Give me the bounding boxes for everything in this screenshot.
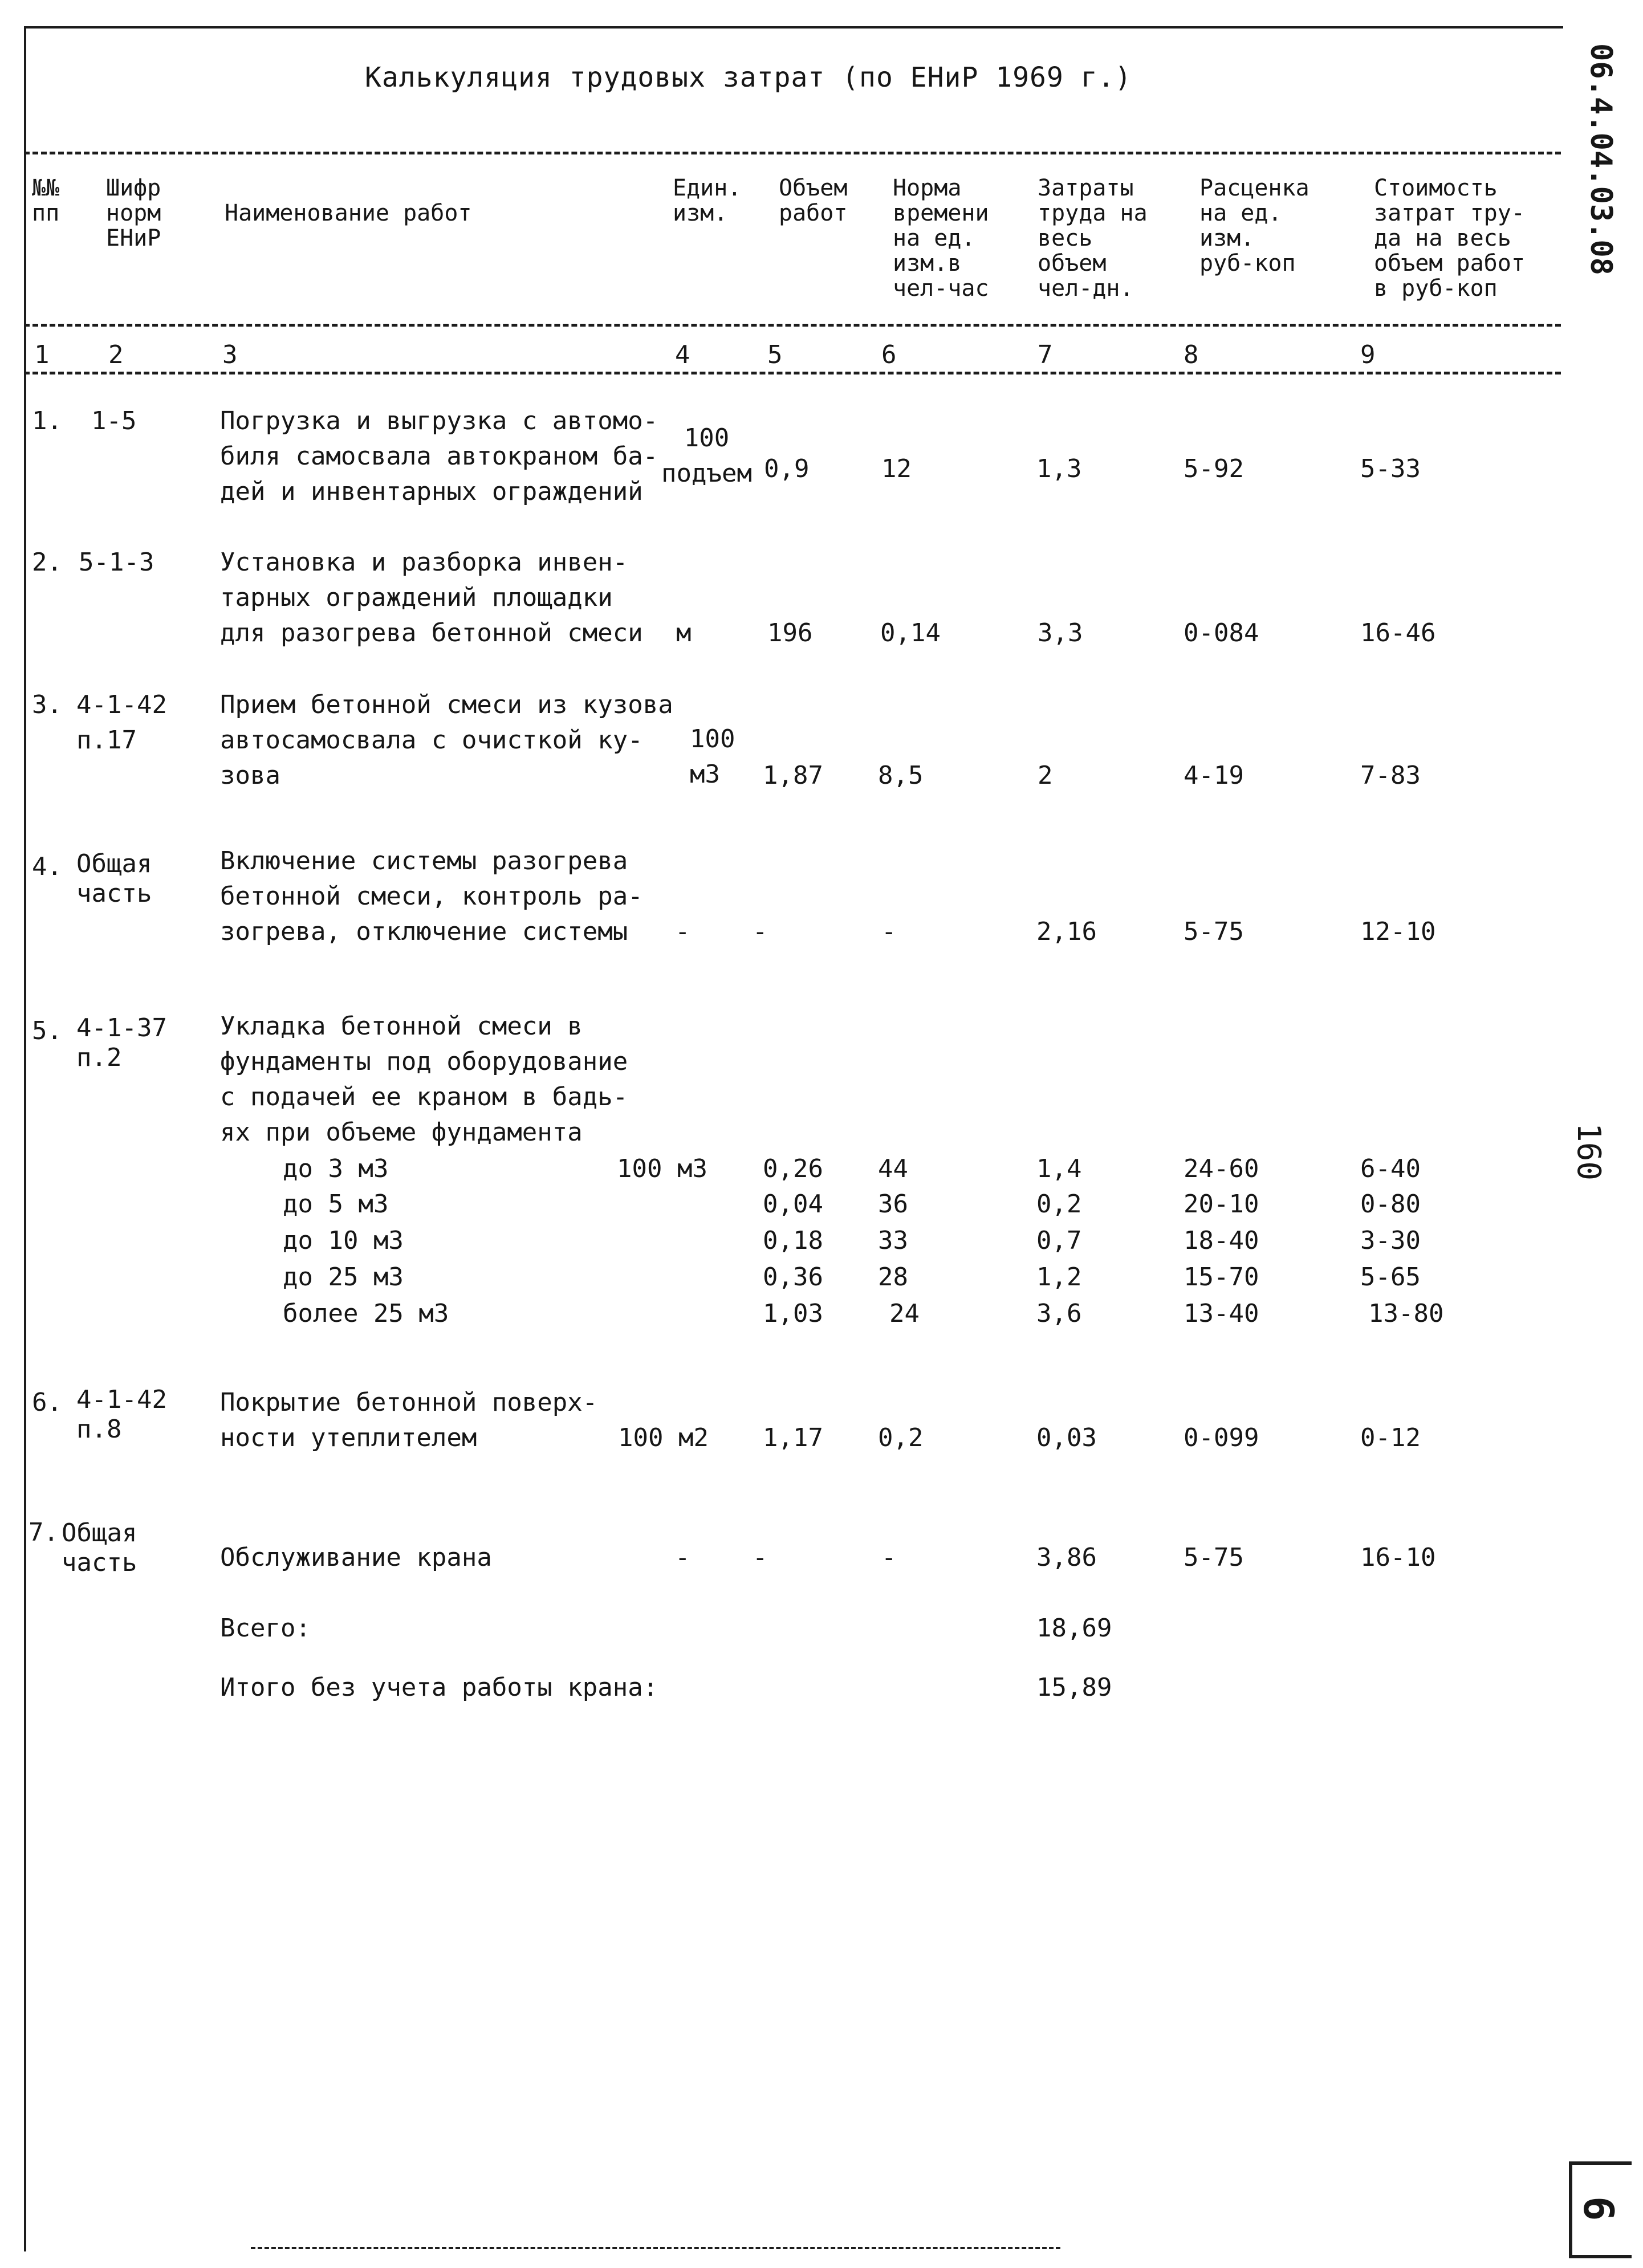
row-rate: 0-084 bbox=[1184, 618, 1259, 648]
row-num: 4. bbox=[32, 852, 62, 881]
document-title: Калькуляция трудовых затрат (по ЕНиР 1969 г.) bbox=[365, 62, 1132, 93]
row-norm: - bbox=[881, 1543, 897, 1572]
header-norm: Норма времени на ед. изм.в чел-час bbox=[893, 175, 989, 302]
row-cost: 16-46 bbox=[1360, 618, 1436, 648]
bottom-dashed-line bbox=[251, 2247, 1060, 2249]
row-cost: 7-83 bbox=[1360, 761, 1421, 790]
sub-label: до 10 м3 bbox=[283, 1226, 404, 1255]
sub-cost: 5-65 bbox=[1360, 1263, 1421, 1292]
row-rate: 5-75 bbox=[1184, 1543, 1244, 1572]
sub-label: до 3 м3 bbox=[283, 1154, 389, 1183]
header-labor: Затраты труда на весь объем чел-дн. bbox=[1038, 175, 1148, 302]
row-norm: 12 bbox=[881, 454, 912, 483]
row-labor: 3,86 bbox=[1036, 1543, 1097, 1572]
row-code: 4-1-37 п.2 bbox=[76, 1013, 167, 1072]
sub-rate: 15-70 bbox=[1184, 1263, 1259, 1292]
colnum-8: 8 bbox=[1184, 340, 1199, 369]
sub-norm: 24 bbox=[889, 1299, 920, 1328]
header-volume: Объем работ bbox=[779, 175, 848, 226]
row-unit: 100 подъем bbox=[661, 424, 752, 488]
row-num: 2. bbox=[32, 548, 62, 577]
row-unit: 100 м2 bbox=[618, 1423, 709, 1452]
total-value: 18,69 bbox=[1036, 1614, 1112, 1643]
sub-volume: 0,26 bbox=[763, 1154, 823, 1183]
header-name: Наименование работ bbox=[225, 200, 472, 226]
row-code: 4-1-42 п.17 bbox=[76, 690, 167, 755]
colnum-5: 5 bbox=[767, 340, 783, 369]
row-labor: 2,16 bbox=[1036, 917, 1097, 946]
row-unit: - bbox=[675, 1543, 690, 1572]
sub-norm: 28 bbox=[878, 1263, 908, 1292]
sub-volume: 0,18 bbox=[763, 1226, 823, 1255]
sub-norm: 44 bbox=[878, 1154, 908, 1183]
sub-labor: 3,6 bbox=[1036, 1299, 1082, 1328]
sub-labor: 1,4 bbox=[1036, 1154, 1082, 1183]
row-name: Обслуживание крана bbox=[220, 1543, 492, 1572]
row-labor: 1,3 bbox=[1036, 454, 1082, 483]
sub-rate: 18-40 bbox=[1184, 1226, 1259, 1255]
sub-label: до 5 м3 bbox=[283, 1190, 389, 1219]
row-unit: 100 м3 bbox=[617, 1154, 707, 1183]
sub-cost: 3-30 bbox=[1360, 1226, 1421, 1255]
sub-cost: 6-40 bbox=[1360, 1154, 1421, 1183]
row-code: 1-5 bbox=[91, 406, 137, 435]
row-norm: 0,2 bbox=[878, 1423, 924, 1452]
sub-cost: 0-80 bbox=[1360, 1190, 1421, 1219]
row-num: 1. bbox=[32, 406, 62, 435]
sub-labor: 0,7 bbox=[1036, 1226, 1082, 1255]
row-code: Общая часть bbox=[76, 849, 152, 908]
row-num: 7. bbox=[29, 1518, 59, 1547]
row-labor: 0,03 bbox=[1036, 1423, 1097, 1452]
total-label: Всего: bbox=[220, 1614, 311, 1643]
row-name: Установка и разборка инвен- тарных ограждений площадки для разогрева бетонной смеси bbox=[220, 548, 643, 648]
row-name: Погрузка и выгрузка с автомо- биля самосвала автокраном ба- дей и инвентарных ограждений bbox=[220, 406, 658, 506]
page-number: 160 bbox=[1570, 1123, 1607, 1181]
colnum-6: 6 bbox=[881, 340, 897, 369]
subtotal-value: 15,89 bbox=[1036, 1673, 1112, 1702]
document-code: 06.4.04.03.08 bbox=[1584, 43, 1618, 275]
row-name: Прием бетонной смеси из кузова автосамосвала с очисткой ку- зова bbox=[220, 690, 673, 790]
row-rate: 0-099 bbox=[1184, 1423, 1259, 1452]
row-unit: 100 м3 bbox=[690, 724, 735, 789]
sub-cost: 13-80 bbox=[1368, 1299, 1444, 1328]
row-rate: 5-75 bbox=[1184, 917, 1244, 946]
row-cost: 16-10 bbox=[1360, 1543, 1436, 1572]
colnum-9: 9 bbox=[1360, 340, 1376, 369]
sub-norm: 33 bbox=[878, 1226, 908, 1255]
header-rate: Расценка на ед. изм. руб-коп bbox=[1199, 175, 1309, 276]
colnum-1: 1 bbox=[34, 340, 50, 369]
row-num: 6. bbox=[32, 1388, 62, 1417]
row-cost: 0-12 bbox=[1360, 1423, 1421, 1452]
row-volume: 1,87 bbox=[763, 761, 823, 790]
row-volume: - bbox=[753, 917, 768, 946]
colnum-4: 4 bbox=[675, 340, 690, 369]
sub-rate: 20-10 bbox=[1184, 1190, 1259, 1219]
header-bottom-rule bbox=[24, 324, 1561, 327]
row-name: Покрытие бетонной поверх- ности утеплителем bbox=[220, 1388, 598, 1452]
row-labor: 2 bbox=[1038, 761, 1053, 790]
row-volume: - bbox=[753, 1543, 768, 1572]
sub-label: до 25 м3 bbox=[283, 1263, 404, 1292]
row-num: 3. bbox=[32, 690, 62, 719]
header-code: Шифр норм ЕНиР bbox=[106, 175, 161, 251]
row-code: Общая часть bbox=[62, 1518, 137, 1577]
row-volume: 1,17 bbox=[763, 1423, 823, 1452]
row-rate: 4-19 bbox=[1184, 761, 1244, 790]
header-num: №№ пп bbox=[32, 175, 60, 226]
sub-volume: 0,04 bbox=[763, 1190, 823, 1219]
sub-volume: 0,36 bbox=[763, 1263, 823, 1292]
row-unit: - bbox=[675, 917, 690, 946]
row-volume: 196 bbox=[767, 618, 813, 648]
sub-rate: 24-60 bbox=[1184, 1154, 1259, 1183]
row-cost: 5-33 bbox=[1360, 454, 1421, 483]
row-rate: 5-92 bbox=[1184, 454, 1244, 483]
row-num: 5. bbox=[32, 1016, 62, 1045]
sub-volume: 1,03 bbox=[763, 1299, 823, 1328]
sub-rate: 13-40 bbox=[1184, 1299, 1259, 1328]
header-cost: Стоимость затрат тру- да на весь объем работ в руб-коп bbox=[1374, 175, 1525, 302]
row-unit: м bbox=[676, 618, 692, 648]
sub-labor: 1,2 bbox=[1036, 1263, 1082, 1292]
row-volume: 0,9 bbox=[764, 454, 810, 483]
colnum-2: 2 bbox=[108, 340, 124, 369]
row-norm: - bbox=[881, 917, 897, 946]
colnum-3: 3 bbox=[222, 340, 238, 369]
row-code: 5-1-3 bbox=[79, 548, 154, 577]
sub-label: более 25 м3 bbox=[283, 1299, 449, 1328]
row-norm: 0,14 bbox=[880, 618, 941, 648]
row-labor: 3,3 bbox=[1038, 618, 1083, 648]
corner-number: 6 bbox=[1575, 2196, 1622, 2221]
row-name: Включение системы разогрева бетонной смеси, контроль ра- зогрева, отключение системы bbox=[220, 846, 643, 946]
header-unit: Един. изм. bbox=[673, 175, 742, 226]
sub-labor: 0,2 bbox=[1036, 1190, 1082, 1219]
table-top-rule bbox=[24, 152, 1561, 154]
column-numbers-rule bbox=[24, 372, 1561, 374]
row-code: 4-1-42 п.8 bbox=[76, 1385, 167, 1444]
colnum-7: 7 bbox=[1038, 340, 1053, 369]
sub-norm: 36 bbox=[878, 1190, 908, 1219]
row-cost: 12-10 bbox=[1360, 917, 1436, 946]
row-name: Укладка бетонной смеси в фундаменты под оборудование с подачей ее краном в бадь- ях при объеме фундамента bbox=[220, 1012, 628, 1147]
subtotal-label: Итого без учета работы крана: bbox=[220, 1673, 658, 1702]
row-norm: 8,5 bbox=[878, 761, 924, 790]
